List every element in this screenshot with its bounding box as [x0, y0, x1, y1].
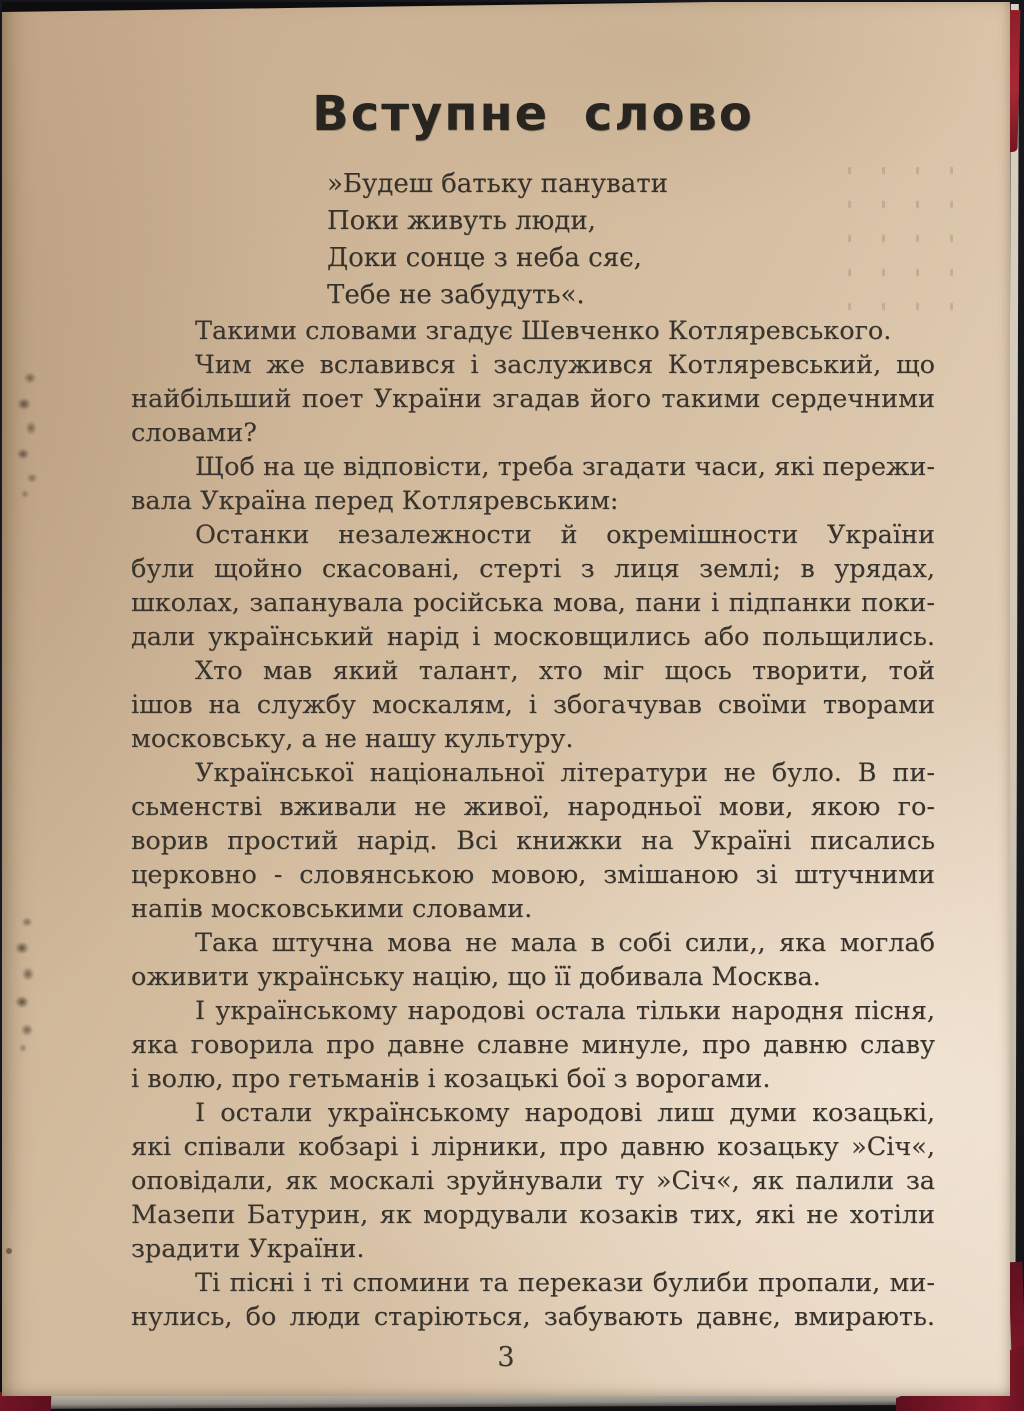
page-number: 3 — [497, 1342, 515, 1373]
text-line: словами? — [131, 418, 257, 448]
text-line: які співали кобзарі і лірники, про давню козацьку »Січ«, — [131, 1132, 935, 1162]
text-line: Останки незалежности й окремішности України — [195, 520, 935, 550]
ink-speck — [6, 1248, 12, 1254]
body-text — [131, 314, 935, 1334]
text-line: І остали українському народові лиш думи козацькі, — [195, 1098, 935, 1128]
text-line: школах, запанувала російська мова, пани і підпанки поки- — [131, 588, 935, 618]
text-line: напів московськими словами. — [131, 894, 533, 924]
ink-stain-left-lower — [12, 914, 42, 1054]
text-line: московську, а не нашу культуру. — [131, 724, 574, 754]
text-line: Української національної літератури не було. В пи- — [195, 758, 935, 788]
poem-line: Поки живуть люди, — [327, 206, 596, 236]
text-line: нулись, бо люди старіються, забувають давнє, вмирають. — [131, 1302, 935, 1332]
text-line: найбільший поет України згадав його такими сердечними — [131, 384, 935, 414]
text-line: Хто мав який талант, хто міг щось творити, той — [195, 656, 935, 686]
text-line: Чим же вславився і заслужився Котляревський, що — [195, 350, 935, 380]
text-line: оживити українську націю, що її добивала Москва. — [131, 962, 821, 992]
text-line: Ті пісні і ті спомини та перекази булиби пропали, ми- — [195, 1268, 935, 1298]
text-line: Мазепи Батурин, як мордували козаків тих, які не хотіли — [131, 1200, 935, 1230]
text-block — [131, 86, 935, 1334]
ink-stain-left-upper — [14, 368, 44, 500]
text-line: Щоб на це відповісти, треба згадати часи, які пережи- — [195, 452, 935, 482]
text-line: яка говорила про давне славне минуле, про давню славу — [131, 1030, 935, 1060]
text-line: і волю, про гетьманів і козацькі бої з ворогами. — [131, 1064, 771, 1094]
text-line: церковно - словянською мовою, змішаною зі штучними — [131, 860, 935, 890]
text-line: ворив простий нарід. Всі книжки на Україні писались — [131, 826, 935, 856]
text-line: зрадити України. — [131, 1234, 365, 1264]
poem-line: Доки сонце з неба сяє, — [327, 243, 642, 273]
text-line: оповідали, як москалі зруйнували ту »Січ«, як палили за — [131, 1166, 935, 1196]
text-line: сьменстві вживали не живої, народньої мови, якою го- — [131, 792, 935, 822]
book-page — [2, 2, 1010, 1396]
text-line: І українському народові остала тільки народня пісня, — [195, 996, 935, 1026]
text-line: Така штучна мова не мала в собі сили,, яка моглаб — [195, 928, 935, 958]
page-top-shadow — [2, 2, 712, 12]
poem-line: »Будеш батьку панувати — [327, 169, 668, 199]
poem — [327, 166, 935, 314]
text-line: Такими словами згадує Шевченко Котляревського. — [195, 316, 892, 346]
text-line: ішов на службу москалям, і збогачував своїми творами — [131, 690, 935, 720]
poem-line: Тебе не забудуть«. — [327, 280, 585, 310]
text-line: дали український нарід і московщились або польщились. — [131, 622, 935, 652]
text-line: вала Україна перед Котляревським: — [131, 486, 619, 516]
page-title: Вступне слово — [312, 86, 754, 142]
text-line: були щойно скасовані, стерті з лиця землі; в урядах, — [131, 554, 935, 584]
